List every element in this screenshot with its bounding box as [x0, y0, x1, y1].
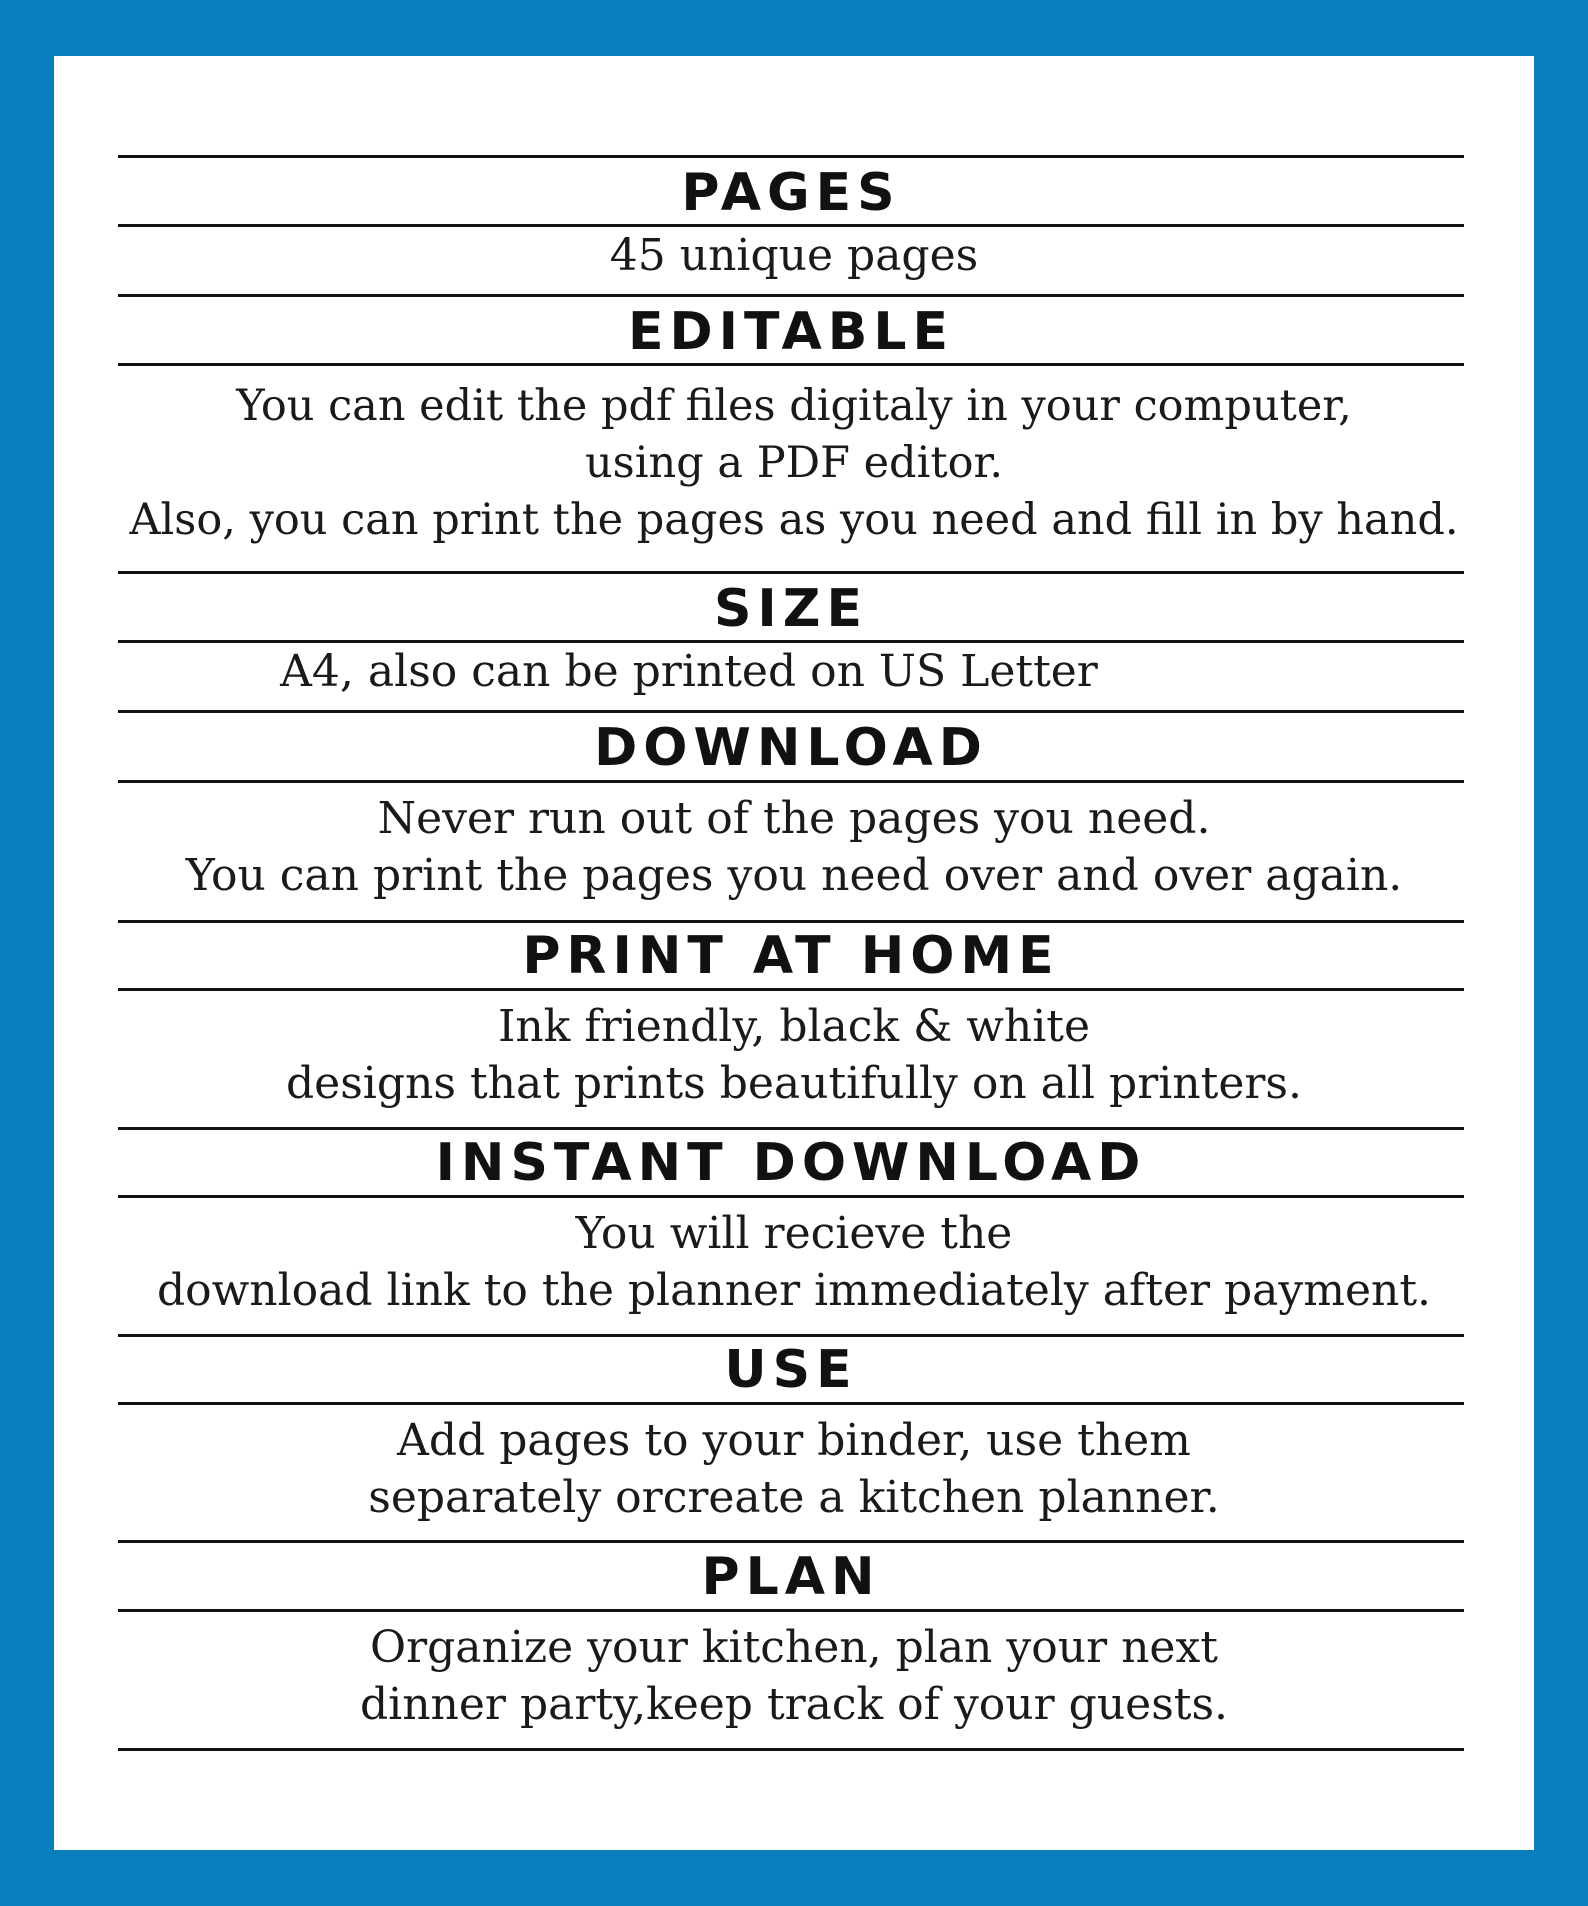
divider [118, 571, 1464, 574]
section-heading-download: DOWNLOAD [594, 718, 988, 778]
section-body-print-at-home: Ink friendly, black & white designs that prints beautifully on all printers. [286, 1001, 1302, 1109]
section-body-instant-download: You will recieve the download link to the planner immediately after payment. [156, 1208, 1432, 1316]
section-heading-plan: PLAN [701, 1547, 881, 1607]
section-body-plan: Organize your kitchen, plan your next dinner party,keep track of your guests. [359, 1622, 1229, 1730]
section-body-use: Add pages to your binder, use them separately orcreate a kitchen planner. [368, 1415, 1220, 1523]
section-heading-instant-download: INSTANT DOWNLOAD [435, 1133, 1147, 1193]
divider [118, 710, 1464, 713]
divider [118, 294, 1464, 297]
divider [118, 640, 1464, 643]
divider [118, 780, 1464, 783]
section-heading-size: SIZE [713, 579, 869, 639]
section-heading-editable: EDITABLE [627, 302, 954, 362]
divider [118, 988, 1464, 991]
info-card [54, 56, 1534, 1850]
section-body-pages: 45 unique pages [609, 230, 979, 281]
divider [118, 1609, 1464, 1612]
section-heading-pages: PAGES [681, 163, 901, 223]
section-heading-use: USE [724, 1340, 858, 1400]
divider [118, 920, 1464, 923]
divider [118, 1402, 1464, 1405]
divider [118, 224, 1464, 227]
divider [118, 1195, 1464, 1198]
section-body-size: A4, also can be printed on US Letter [280, 646, 1098, 697]
divider [118, 1127, 1464, 1130]
section-body-editable: You can edit the pdf files digitaly in your computer, using a PDF editor. Also, you can print the pages as you need and fill in by hand. [129, 381, 1459, 545]
divider [118, 1540, 1464, 1543]
divider [118, 363, 1464, 366]
divider [118, 155, 1464, 158]
section-body-download: Never run out of the pages you need. You can print the pages you need over and over again. [185, 793, 1403, 901]
divider [118, 1748, 1464, 1751]
section-heading-print-at-home: PRINT AT HOME [522, 926, 1060, 986]
divider [118, 1334, 1464, 1337]
